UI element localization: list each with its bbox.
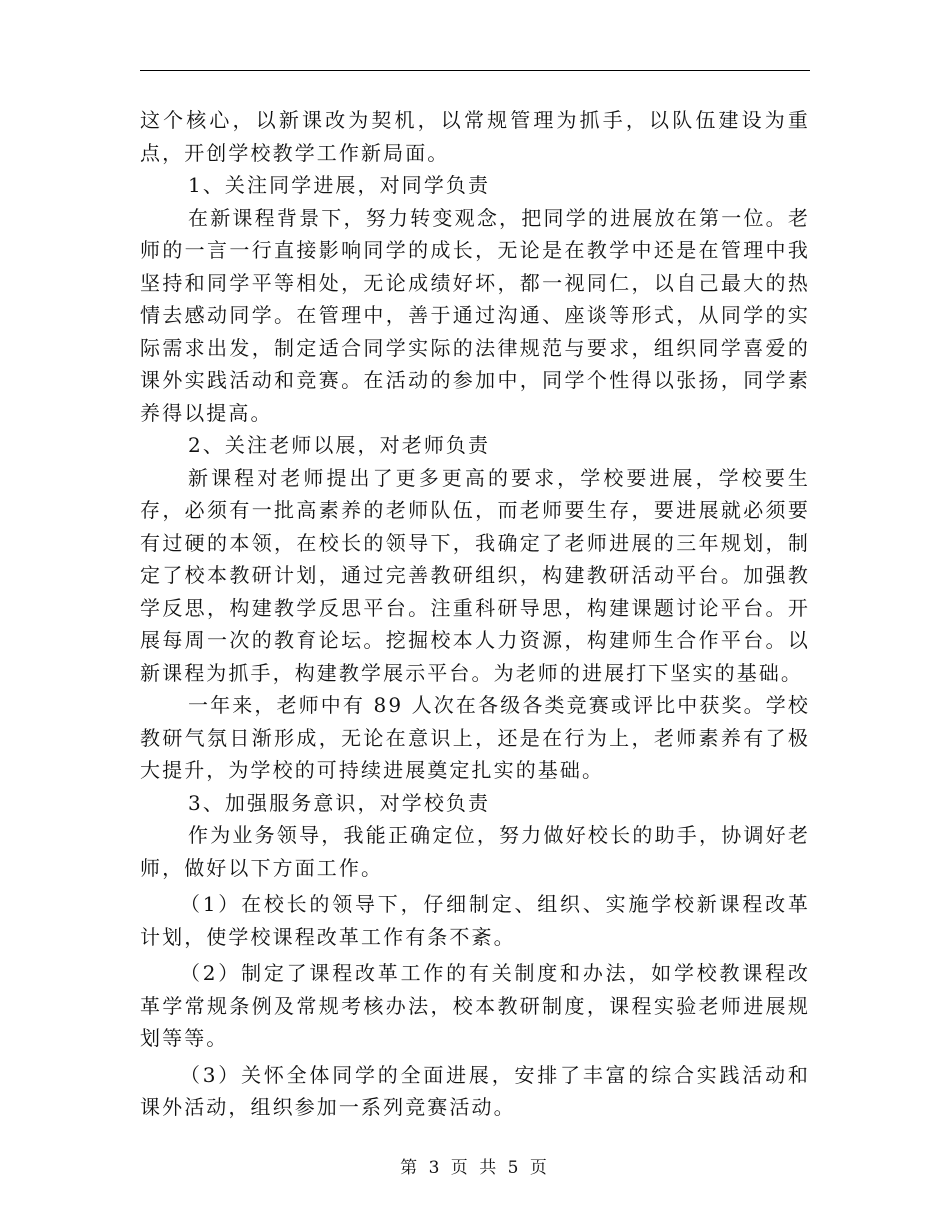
paragraph-intro: 这个核心，以新课改为契机，以常规管理为抓手，以队伍建设为重点，开创学校教学工作新局面。 [140,108,810,165]
list-item-1: （1）在校长的领导下，仔细制定、组织、实施学校新课程改革计划，使学校课程改革工作有条不紊。 [140,892,810,949]
paragraph-awards: 一年来，老师中有 89 人次在各级各类竞赛或评比中获奖。学校教研气氛日渐形成，无论在意识上，还是在行为上，老师素养有了极大提升，为学校的可持续进展奠定扎实的基础。 [140,693,810,782]
header-rule [140,70,810,71]
list-item-2: （2）制定了课程改革工作的有关制度和办法，如学校教课程改革学常规条例及常规考核办法，校本教研制度，课程实验老师进展规划等等。 [140,961,810,1050]
page-number: 第 3 页 共 5 页 [400,1158,550,1178]
section-heading-2: 2、关注老师以展，对老师负责 [188,433,491,457]
paragraph-section-1: 在新课程背景下，努力转变观念，把同学的进展放在第一位。老师的一言一行直接影响同学的成长，无论是在教学中还是在管理中我坚持和同学平等相处，无论成绩好坏，都一视同仁，以自己最大的热情去感动同学。在管理中，善于通过沟通、座谈等形式，从同学的实际需求出发，制定适合同学实际的法律规范与要求，组织同学喜爱的课外实践活动和竞赛。在活动的参加中，同学个性得以张扬，同学素养得以提高。 [140,205,810,425]
section-heading-3: 3、加强服务意识，对学校负责 [188,790,491,815]
document-body [140,104,810,1124]
section-heading-1: 1、关注同学进展，对同学负责 [188,173,491,197]
list-item-3: （3）关怀全体同学的全面进展，安排了丰富的综合实践活动和课外活动，组织参加一系列竞赛活动。 [140,1062,810,1119]
paragraph-section-2: 新课程对老师提出了更多更高的要求，学校要进展，学校要生存，必须有一批高素养的老师队伍，而老师要生存，要进展就必须要有过硬的本领，在校长的领导下，我确定了老师进展的三年规划，制定了校本教研计划，通过完善教研组织，构建教研活动平台。加强教学反思，构建教学反思平台。注重科研导思，构建课题讨论平台。开展每周一次的教育论坛。挖掘校本人力资源，构建师生合作平台。以新课程为抓手，构建教学展示平台。为老师的进展打下坚实的基础。 [140,465,810,685]
paragraph-section-3: 作为业务领导，我能正确定位，努力做好校长的助手，协调好老师，做好以下方面工作。 [140,823,810,880]
